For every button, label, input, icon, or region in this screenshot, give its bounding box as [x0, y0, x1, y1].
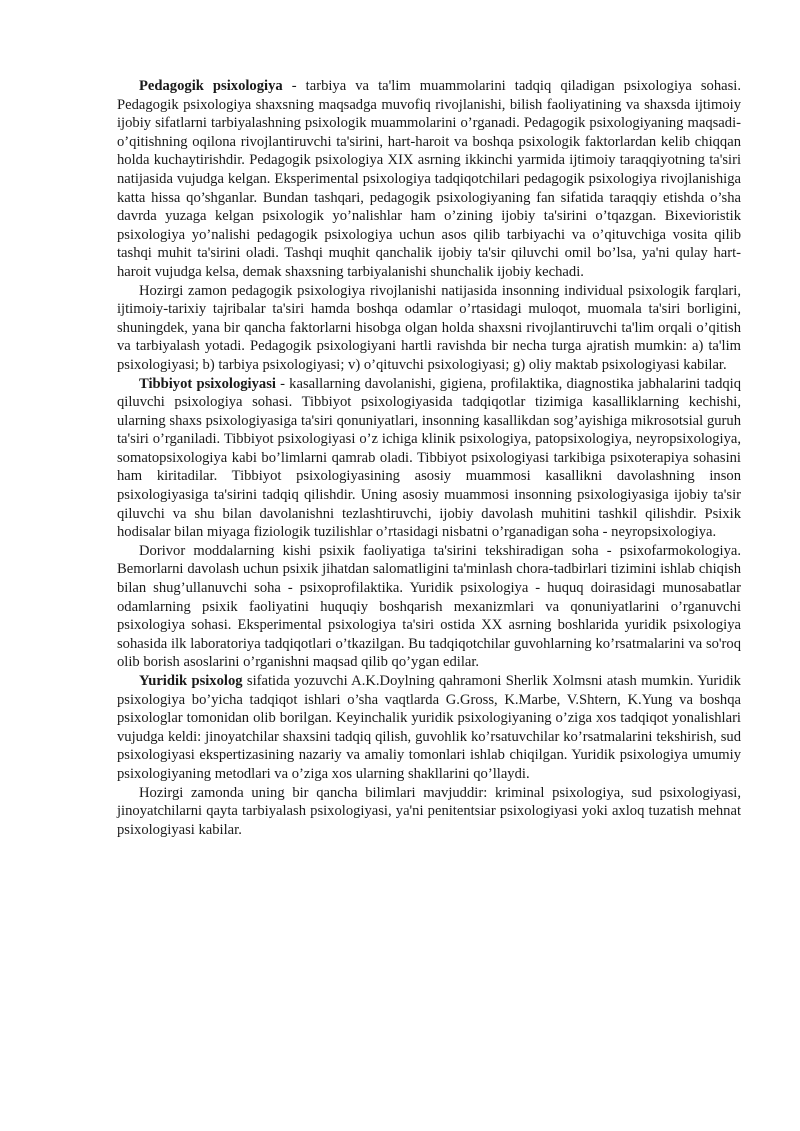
paragraph-yuridik-psixolog	[117, 672, 741, 784]
term-pedagogik-psixologiya: Pedagogik psixologiya	[139, 78, 283, 94]
paragraph-text: - tarbiya va ta'lim muammolarini tadqiq qiladigan psixologiya sohasi. Pedagogik psixologiya shaxsning maqsadga muvofiq rivojlanishi, bilish faoliyatining va shaxsda ijtimoiy ijobiy sifatlarni tarbiyalashning psixologik muammolarini o’rganadi. Pedagogik psixologiyaning maqsadi- o’qitishning oqilona rivojlantiruvchi ta'sirini, hart-haroit va boshqa psixologik faktorlardan kelib chiqqan holda kuchaytirishdir. Pedagogik psixologiya XIX asrning ikkinchi yarmida ijtimoiy taraqqiyotning ta'siri natijasida vujudga kelgan. Eksperimental psixologiya tadqiqotchilari pedagogik psixologiya rivojlanishiga katta hissa qo’shganlar. Bundan tashqari, pedagogik psixologiyaning fan sifatida taraqqiy etishda o’sha davrda yuzaga kelgan psixologik yo’nalishlar ham o’zining ijobiy ta'sirini o’tqazgan. Bixevioristik psixologiya yo’nalishi pedagogik psixologiya uchun asos qilib tarbiyachi va o’qituvchiga vosita qilib tashqi muhit ta'sirini oladi. Tashqi muqhit qanchalik ijobiy ta'sir qiluvchi omil bo’lsa, ya'ni qulay hart-haroit vujudga kelsa, demak shaxsning tarbiyalanishi shunchalik ijobiy kechadi.	[117, 78, 741, 280]
paragraph-text: Hozirgi zamonda uning bir qancha bilimlari mavjuddir: kriminal psixologiya, sud psixologiyasi, jinoyatchilarni qayta tarbiyalash psixologiyasi, ya'ni penitentsiar psixologiyasi yoki axloq tuzatish mehnat psixologiyasi kabilar.	[117, 784, 741, 838]
paragraph-tibbiyot-psixologiyasi	[117, 375, 741, 542]
paragraph-dorivor-moddalar	[117, 542, 741, 672]
paragraph-text: Hozirgi zamon pedagogik psixologiya rivojlanishi natijasida insonning individual psixologik farqlari, ijtimoiy-tarixiy tajribalar ta'siri hamda boshqa odamlar o’rtasidagi muloqot, muomala ta'siri borligini, shuningdek, yana bir qancha faktorlarni hisobga olgan holda shaxsni rivojlantiruvchi ta'lim orqali o’qitish va tarbiyalash yotadi. Pedagogik psixologiyani hartli ravishda bir necha turga ajratish mumkin: a) ta'lim psixologiyasi; b) tarbiya psixologiyasi; v) o’qituvchi psixologiyasi; g) oliy maktab psixologiyasi kabilar.	[117, 282, 741, 373]
paragraph-hozirgi-zamon-pedagogik	[117, 282, 741, 375]
term-yuridik-psixolog: Yuridik psixolog	[139, 673, 243, 689]
paragraph-text: - kasallarning davolanishi, gigiena, profilaktika, diagnostika jabhalarini tadqiq qiluvchi psixologiya sohasi. Tibbiyot psixologiyasida tadqiqotlar tizimiga kasalliklarning kechishi, ularning shaxs psixologiyasiga ta'siri qonuniyatlari, insonning kasallikdan sog’ayishiga mikrosotsial guruh ta'siri o’rganiladi. Tibbiyot psixologiyasi o’z ichiga klinik psixologiya, patopsixologiya, neyropsixologiya, somatopsixologiya kabi bo’limlarni qamrab oladi. Tibbiyot psixologiyasi tarkibiga psixoterapiya sohasini ham kiritadilar. Tibbiyot psixologiyasining asosiy muammosi kasallikni davolashning inson psixologiyasiga ta'sirini tadqiq qilishdir. Uning asosiy muammosi insonning psixologiyasiga ijobiy ta'sir qiluvchi va shu bilan davolanishni tezlashtiruvchi, ijobiy davolash muhitini tashkil qilishdir. Psixik hodisalar bilan miyaga fiziologik tuzilishlar o’rtasidagi nisbatni o’rganadigan soha - neyropsixologiya.	[117, 375, 742, 541]
paragraph-text: sifatida yozuvchi A.K.Doylning qahramoni Sherlik Xolmsni atash mumkin. Yuridik psixologiya bo’yicha tadqiqot ishlari o’sha vaqtlarda G.Gross, K.Marbe, V.Shtern, K.Yung va boshqa psixologlar tomonidan olib borilgan. Keyinchalik yuridik psixologiyaning o’ziga xos tadqiqot yonalishlari vujudga keldi: jinoyatchilar shaxsini tadqiq qilish, guvohlik ko’rsatuvchilar ko’rsatmalarini tekshirish, sud psixologiyasi ekspertizasining nazariy va amaliy tomonlari ishlab chiqilgan. Yuridik psixologiya umumiy psixologiyaning metodlari va o’ziga xos ularning shakllarini qo’llaydi.	[117, 673, 741, 782]
paragraph-hozirgi-zamonda	[117, 784, 741, 840]
paragraph-pedagogik-psixologiya	[117, 77, 741, 282]
document-page	[117, 77, 741, 839]
paragraph-text: Dorivor moddalarning kishi psixik faoliyatiga ta'sirini tekshiradigan soha - psixofarmokologiya. Bemorlarni davolash uchun psixik jihatdan salomatligini ta'minlash chora-tadbirlari tizimini ishlab chiqish bilan shug’ullanuvchi soha - psixoprofilaktika. Yuridik psixologiya - huquq doirasidagi munosabatlar odamlarning psixik faoliyatini huquqiy boshqarish mexanizmlari va qonuniyatlarini o’rganuvchi psixologiya sohasi. Eksperimental psixologiya ta'siri ostida XX asrning boshlarida yuridik psixologiya sohasida ilk laboratoriya tadqiqotlari o’tkazilgan. Bu tadqiqotchilar guvohlarning ko’rsatmalarini va so'roq olib borish asoslarini o’rganishni maqsad qilib qo’ygan edilar.	[117, 542, 741, 671]
term-tibbiyot-psixologiyasi: Tibbiyot psixologiyasi	[139, 375, 276, 392]
